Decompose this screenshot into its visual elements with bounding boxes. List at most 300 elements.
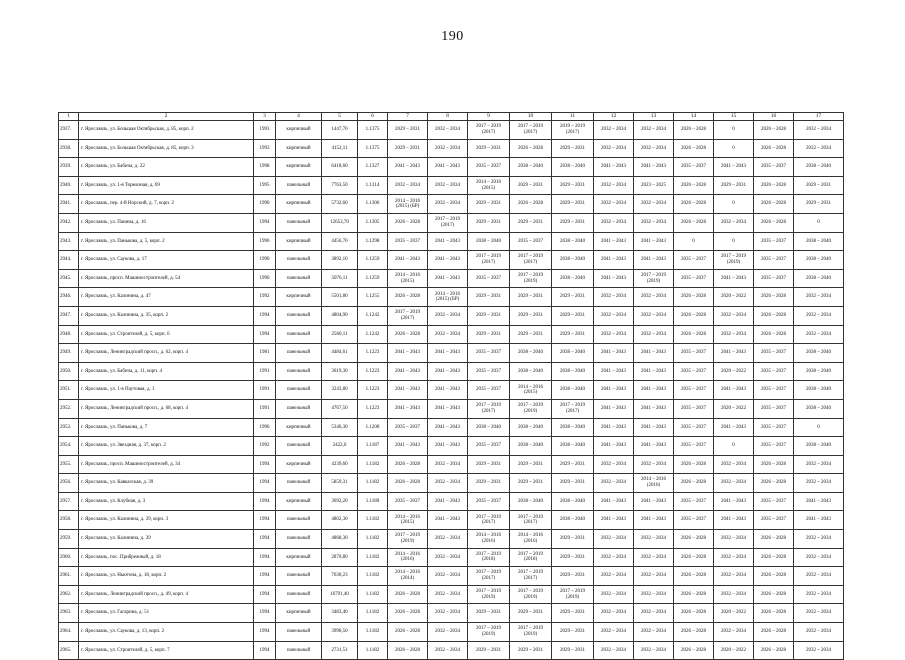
table-cell: 2041 – 2043 [428,251,468,270]
table-cell: 1990 [254,251,276,270]
table-cell: 2014 – 2016 (2015) (БР) [388,195,428,214]
table-cell: 2026 – 2028 [754,548,794,567]
table-cell: 2029 – 2031 [510,641,552,660]
table-cell: 2017 – 2019 (2019) [388,530,428,549]
table-cell: 2017 – 2019 (2017) [468,567,510,586]
table-cell: 2029 – 2031 [794,195,844,214]
table-cell: 4804,90 [322,306,358,325]
table-cell: 1981 [254,344,276,363]
table-cell: 2032 – 2034 [714,455,754,474]
table-cell: 3692,20 [322,492,358,511]
table-cell: 7630,23 [322,567,358,586]
table-cell: 2026 – 2028 [674,195,714,214]
table-cell: 2032 – 2034 [428,548,468,567]
table-cell: 2041 – 2043 [428,344,468,363]
table-cell: 2032 – 2034 [594,306,634,325]
table-cell: 2032 – 2034 [794,474,844,493]
table-cell: 5732,60 [322,195,358,214]
address-cell: г. Ярославль, ул. 1-я Тормозная, д. 69 [79,176,254,195]
table-row [59,158,844,177]
table-cell: 2032 – 2034 [428,306,468,325]
table-cell: 2041 – 2043 [794,492,844,511]
table-cell: 2041 – 2043 [594,232,634,251]
table-cell: 2026 – 2028 [674,474,714,493]
table-cell: 2017 – 2019 (2017) [468,511,510,530]
table-cell: 2035 – 2037 [754,511,794,530]
table-cell: панельный [276,381,322,400]
table-cell: 2041 – 2043 [634,418,674,437]
address-cell: г. Ярославль, ул. Бабича, д. 22 [79,158,254,177]
table-cell: 2038 – 2040 [510,362,552,381]
table-cell: 2041 – 2043 [594,418,634,437]
row-number-cell: 2939. [59,158,79,177]
table-cell: 2032 – 2034 [594,121,634,140]
table-cell: панельный [276,437,322,456]
table-cell: 2035 – 2037 [468,492,510,511]
table-cell: 2032 – 2034 [634,567,674,586]
address-cell: г. Ярославль, ул. Калинина, д. 47 [79,288,254,307]
table-cell: 2026 – 2028 [674,641,714,660]
table-cell: 1994 [254,474,276,493]
address-cell: г. Ярославль, ул. Саукова, д. 13, корп. 2 [79,623,254,642]
table-cell: 4456,70 [322,232,358,251]
table-cell: кирпичный [276,418,322,437]
table-cell: 2041 – 2043 [428,362,468,381]
table-cell: 2029 – 2031 [552,567,594,586]
table-cell: 2041 – 2043 [794,511,844,530]
table-cell: 2026 – 2028 [754,139,794,158]
table-cell: кирпичный [276,195,322,214]
table-cell: 2026 – 2028 [754,195,794,214]
table-cell: 2026 – 2028 [754,213,794,232]
table-cell: 1994 [254,306,276,325]
table-cell: 2029 – 2031 [552,139,594,158]
table-cell: 2020 – 2022 [714,288,754,307]
table-cell: панельный [276,344,322,363]
table-cell: 2035 – 2037 [754,399,794,418]
address-cell: г. Ярославль, ул. Панькова, д. 5, корп. 2 [79,232,254,251]
table-cell: 2041 – 2043 [714,492,754,511]
table-cell: 2035 – 2037 [754,418,794,437]
table-cell: 1.1182 [358,567,388,586]
table-cell: 2017 – 2019 (2017) [468,251,510,270]
table-cell: 4239,60 [322,455,358,474]
table-cell: 1.1182 [358,511,388,530]
table-cell: 2032 – 2034 [428,474,468,493]
table-cell: 1.1182 [358,585,388,604]
header-cell: 16 [754,113,794,121]
table-cell: 2032 – 2034 [794,121,844,140]
table-cell: 2017 – 2019 (2019) [468,623,510,642]
table-cell: 2032 – 2034 [428,121,468,140]
table-cell: 2032 – 2034 [794,585,844,604]
table-cell: 2038 – 2040 [552,511,594,530]
header-cell: 1 [59,113,79,121]
table-cell: 1996 [254,232,276,251]
row-number-cell: 2954. [59,437,79,456]
table-cell: 2032 – 2034 [428,530,468,549]
table-cell: 2032 – 2034 [714,623,754,642]
table-cell: 1993 [254,139,276,158]
table-cell: 4802,30 [322,511,358,530]
table-cell: 2014 – 2016 (2016) [634,474,674,493]
repair-schedule-table [58,112,844,660]
table-row [59,251,844,270]
table-cell: 2038 – 2040 [510,344,552,363]
table-cell: 2032 – 2034 [634,604,674,623]
header-cell: 5 [322,113,358,121]
table-cell: 2035 – 2037 [754,492,794,511]
table-cell: 2038 – 2040 [794,344,844,363]
address-cell: г. Ярославль, ул. Калинина, д. 35, корп. 2 [79,306,254,325]
table-cell: 2041 – 2043 [714,269,754,288]
table-cell: 1.1259 [358,251,388,270]
address-cell: г. Ярославль, ул. 1-я Паутовая, д. 1 [79,381,254,400]
table-cell: 2032 – 2034 [634,121,674,140]
table-cell: панельный [276,399,322,418]
table-cell: панельный [276,567,322,586]
address-cell: г. Ярославль, просп. Машиностроителей, д. 54 [79,269,254,288]
table-cell: 1991 [254,362,276,381]
table-cell: 2041 – 2043 [388,437,428,456]
table-cell: 2029 – 2031 [552,530,594,549]
table-cell: 1.1298 [358,232,388,251]
row-number-cell: 2963. [59,604,79,623]
table-cell: 2038 – 2040 [552,437,594,456]
table-cell: 1994 [254,585,276,604]
table-cell: 2032 – 2034 [428,623,468,642]
address-cell: г. Ярославль, пер. 4-й Норский, д. 7, корп. 2 [79,195,254,214]
table-cell: 2029 – 2031 [468,455,510,474]
table-row [59,530,844,549]
table-cell: 2032 – 2034 [428,325,468,344]
table-cell: 2026 – 2028 [388,455,428,474]
header-cell: 11 [552,113,594,121]
table-cell: 2032 – 2034 [428,176,468,195]
table-cell: 2035 – 2037 [754,158,794,177]
table-cell: 2014 – 2016 (2016) [510,530,552,549]
table-cell: 1.1305 [358,213,388,232]
page-number: 190 [441,29,464,44]
address-cell: г. Ярославль, Ленинградский просп., д. 49, корп. 4 [79,585,254,604]
table-cell: 2032 – 2034 [594,567,634,586]
table-cell: 2026 – 2028 [754,641,794,660]
table-cell: 2041 – 2043 [428,269,468,288]
table-cell: 2041 – 2043 [388,344,428,363]
table-cell: 2017 – 2019 (2019) [468,585,510,604]
table-cell: 2029 – 2031 [552,623,594,642]
table-cell: 2014 – 2016 (2015) (БР) [428,288,468,307]
table-cell: 4868,30 [322,530,358,549]
table-row [59,269,844,288]
table-cell: 2560,11 [322,325,358,344]
table-cell: 2026 – 2028 [674,455,714,474]
table-cell: 2032 – 2034 [594,139,634,158]
table-cell: 1990 [254,195,276,214]
table-cell: панельный [276,325,322,344]
table-cell: 2029 – 2031 [510,213,552,232]
table-cell: 2020 – 2022 [714,641,754,660]
table-row [59,325,844,344]
table-cell: 0 [714,195,754,214]
table-row [59,381,844,400]
table-cell: 2032 – 2034 [714,474,754,493]
address-cell: г. Ярославль, ул. Калинина, д. 39 [79,530,254,549]
table-cell: 2032 – 2034 [794,567,844,586]
table-cell: 2731,51 [322,641,358,660]
table-cell: панельный [276,251,322,270]
table-cell: 2017 – 2019 (2018) [468,548,510,567]
table-cell: 2041 – 2043 [594,158,634,177]
table-cell: 2017 – 2019 (2019) [510,269,552,288]
table-cell: 2014 – 2016 (2015) [388,511,428,530]
table-cell: 2032 – 2034 [388,176,428,195]
table-cell: 2035 – 2037 [674,437,714,456]
table-cell: 2041 – 2043 [714,418,754,437]
table-cell: 1.1182 [358,455,388,474]
table-cell: 2026 – 2028 [510,139,552,158]
table-cell: 1.1255 [358,288,388,307]
table-cell: панельный [276,269,322,288]
table-cell: 2032 – 2034 [794,530,844,549]
table-cell: 2032 – 2034 [794,548,844,567]
table-cell: 2041 – 2043 [714,381,754,400]
table-cell: 2038 – 2040 [552,381,594,400]
row-number-cell: 2965. [59,641,79,660]
table-cell: кирпичный [276,121,322,140]
table-cell: 2026 – 2028 [388,325,428,344]
table-cell: 2041 – 2043 [428,399,468,418]
table-cell: 2032 – 2034 [634,213,674,232]
table-cell: 2041 – 2043 [428,232,468,251]
table-cell: 2032 – 2034 [634,548,674,567]
table-cell: кирпичный [276,548,322,567]
table-cell: 0 [794,418,844,437]
table-cell: 2041 – 2043 [634,381,674,400]
table-cell: кирпичный [276,455,322,474]
table-cell: 2035 – 2037 [754,344,794,363]
table-cell: 2032 – 2034 [714,306,754,325]
table-cell: 1991 [254,381,276,400]
address-cell: г. Ярославль, ул. Ньютона, д. 18, корп. 2 [79,567,254,586]
table-cell: 2026 – 2028 [754,530,794,549]
table-cell: 2041 – 2043 [428,418,468,437]
table-cell: 2026 – 2028 [674,567,714,586]
row-number-cell: 2957. [59,492,79,511]
table-cell: 2038 – 2040 [794,362,844,381]
table-cell: 2026 – 2028 [754,585,794,604]
table-cell: 2017 – 2019 (2017) [510,251,552,270]
table-cell: 2032 – 2034 [428,567,468,586]
row-number-cell: 2952. [59,399,79,418]
table-cell: 2041 – 2043 [594,362,634,381]
table-cell: 2038 – 2040 [552,362,594,381]
table-cell: 2032 – 2034 [594,195,634,214]
table-row [59,548,844,567]
table-cell: 0 [794,213,844,232]
header-cell: 2 [79,113,254,121]
table-cell: 2017 – 2019 (2017) [510,121,552,140]
table-row [59,362,844,381]
table-row [59,455,844,474]
table-cell: 2038 – 2040 [510,158,552,177]
table-cell: 2041 – 2043 [714,511,754,530]
table-cell: 2032 – 2034 [634,139,674,158]
row-number-cell: 2956. [59,474,79,493]
table-cell: 2035 – 2037 [674,362,714,381]
table-cell: 2032 – 2034 [594,474,634,493]
table-cell: 2029 – 2031 [468,288,510,307]
table-cell: 2035 – 2037 [754,362,794,381]
table-cell: 1447,70 [322,121,358,140]
table-cell: 2035 – 2037 [674,251,714,270]
table-cell: 2032 – 2034 [594,585,634,604]
table-cell: 2032 – 2034 [634,288,674,307]
table-cell: 2026 – 2028 [674,121,714,140]
table-cell: 1990 [254,269,276,288]
table-cell: 2029 – 2031 [794,176,844,195]
table-cell: 2038 – 2040 [468,418,510,437]
table-cell: 2026 – 2028 [388,623,428,642]
table-cell: 2035 – 2037 [468,344,510,363]
table-cell: 2035 – 2037 [468,437,510,456]
table-cell: 2032 – 2034 [714,567,754,586]
table-cell: 2032 – 2034 [794,325,844,344]
table-cell: 16791,40 [322,585,358,604]
table-cell: 7763,50 [322,176,358,195]
table-row [59,567,844,586]
table-cell: 2038 – 2040 [552,492,594,511]
table-cell: 2014 – 2016 (2015) [468,176,510,195]
table-cell: 2029 – 2031 [552,604,594,623]
table-cell: 2020 – 2022 [714,399,754,418]
table-cell: 2041 – 2043 [428,158,468,177]
table-cell: 2026 – 2028 [674,213,714,232]
table-cell: 2032 – 2034 [428,641,468,660]
table-cell: 2041 – 2043 [634,158,674,177]
table-cell: 2032 – 2034 [428,139,468,158]
table-cell: 2035 – 2037 [674,511,714,530]
table-cell: 2041 – 2043 [594,511,634,530]
table-cell: 2032 – 2034 [634,306,674,325]
table-cell: 2029 – 2031 [468,604,510,623]
table-cell: 5076,11 [322,269,358,288]
table-cell: 1.1182 [358,548,388,567]
table-row [59,511,844,530]
table-cell: 2041 – 2043 [634,344,674,363]
table-cell: 2026 – 2028 [754,623,794,642]
table-cell: 2026 – 2028 [674,288,714,307]
table-cell: 2035 – 2037 [388,418,428,437]
table-row [59,139,844,158]
header-cell: 6 [358,113,388,121]
table-cell: 2038 – 2040 [794,232,844,251]
table-cell: 1.1223 [358,362,388,381]
table-cell: 1994 [254,604,276,623]
address-cell: г. Ярославль, ул. Панькова, д. 7 [79,418,254,437]
table-cell: 6418,60 [322,158,358,177]
table-cell: 2026 – 2028 [674,176,714,195]
table-cell: 2017 – 2019 (2017) [510,567,552,586]
table-row [59,306,844,325]
table-cell: 2029 – 2031 [388,121,428,140]
table-row [59,213,844,232]
table-cell: 2038 – 2040 [552,344,594,363]
table-cell: 2032 – 2034 [594,530,634,549]
table-cell: 2032 – 2034 [594,641,634,660]
table-cell: 2035 – 2037 [468,362,510,381]
row-number-cell: 2955. [59,455,79,474]
table-cell: 5501,80 [322,288,358,307]
table-cell: 2035 – 2037 [674,492,714,511]
table-cell: 2026 – 2028 [388,474,428,493]
table-cell: 1.1223 [358,344,388,363]
table-cell: 1.1182 [358,604,388,623]
table-cell: панельный [276,176,322,195]
table-cell: 2035 – 2037 [510,232,552,251]
table-cell: 2029 – 2031 [468,139,510,158]
address-cell: г. Ярославль, ул. Строителей, д. 5, корп. 6 [79,325,254,344]
table-cell: 2035 – 2037 [674,269,714,288]
table-cell: 2020 – 2022 [714,362,754,381]
table-cell: 2038 – 2040 [552,418,594,437]
table-cell: 2026 – 2028 [754,288,794,307]
table-cell: 1994 [254,325,276,344]
table-cell: кирпичный [276,158,322,177]
table-cell: 2032 – 2034 [794,139,844,158]
table-cell: 2041 – 2043 [388,381,428,400]
row-number-cell: 2950. [59,362,79,381]
table-cell: 2041 – 2043 [594,251,634,270]
address-cell: г. Ярославль, Ленинградский просп., д. 62, корп. 4 [79,344,254,363]
table-cell: 2032 – 2034 [714,325,754,344]
table-cell: 2041 – 2043 [428,511,468,530]
address-cell: г. Ярославль, ул. Строителей, д. 5, корп. 7 [79,641,254,660]
table-cell: 1995 [254,176,276,195]
table-cell: 2026 – 2028 [754,604,794,623]
header-cell: 4 [276,113,322,121]
table-cell: 2017 – 2019 (2019) [714,251,754,270]
table-cell: 2017 – 2019 (2017) [428,213,468,232]
table-cell: 2032 – 2034 [794,641,844,660]
address-cell: г. Ярославль, ул. Большая Октябрьская, д. 85, корп. 3 [79,139,254,158]
table-cell: 2017 – 2019 (2017) [468,121,510,140]
table-cell: 2041 – 2043 [714,158,754,177]
table-cell: 2038 – 2040 [794,399,844,418]
header-cell: 17 [794,113,844,121]
table-cell: 2032 – 2034 [594,548,634,567]
table-cell: 2032 – 2034 [794,623,844,642]
table-cell: 1994 [254,492,276,511]
table-cell: 2038 – 2040 [552,158,594,177]
table-body [59,113,844,660]
table-cell: 1.1259 [358,269,388,288]
table-cell: 2026 – 2028 [388,585,428,604]
table-cell: 2041 – 2043 [634,437,674,456]
table-cell: 2029 – 2031 [552,455,594,474]
table-row [59,195,844,214]
table-cell: 2017 – 2019 (2019) [510,399,552,418]
row-number-cell: 2948. [59,325,79,344]
address-cell: г. Ярославль, ул. Панина, д. 16 [79,213,254,232]
table-cell: панельный [276,474,322,493]
table-cell: 1.1182 [358,530,388,549]
table-cell: 2870,80 [322,548,358,567]
table-cell: 0 [714,121,754,140]
table-cell: 1.1223 [358,381,388,400]
row-number-cell: 2937. [59,121,79,140]
table-cell: 1994 [254,623,276,642]
